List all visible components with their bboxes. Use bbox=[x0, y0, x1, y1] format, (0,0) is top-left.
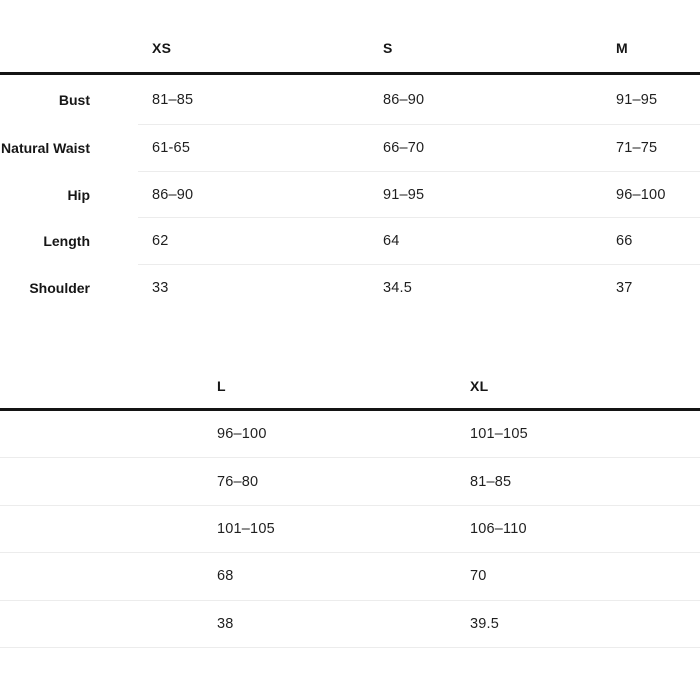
table-row-length bbox=[0, 553, 700, 600]
table-row-shoulder bbox=[0, 265, 700, 312]
size-value-cell: 86–90 bbox=[152, 186, 194, 203]
size-value-cell: 70 bbox=[470, 568, 487, 585]
column-header-m: M bbox=[616, 40, 628, 56]
size-value-cell: 81–85 bbox=[470, 473, 512, 490]
size-value-cell: 81–85 bbox=[152, 92, 194, 108]
size-value-cell: 96–100 bbox=[217, 426, 267, 443]
table-row-hip bbox=[0, 172, 700, 219]
size-value-cell: 101–105 bbox=[217, 520, 275, 537]
size-table-xs-s-m bbox=[0, 0, 700, 311]
size-value-cell: 66–70 bbox=[383, 140, 425, 157]
size-value-cell: 38 bbox=[217, 615, 234, 632]
row-label: Bust bbox=[58, 92, 90, 108]
column-header-xs: XS bbox=[152, 40, 172, 56]
table-row-shoulder bbox=[0, 601, 700, 648]
size-value-cell: 91–95 bbox=[616, 92, 658, 108]
table-row-hip bbox=[0, 506, 700, 553]
size-value-cell: 106–110 bbox=[470, 520, 527, 537]
column-header-l: L bbox=[217, 378, 226, 394]
size-value-cell: 101–105 bbox=[470, 426, 528, 443]
row-label: Hip bbox=[67, 186, 90, 203]
table-row-bust bbox=[0, 411, 700, 458]
size-table-header-row bbox=[0, 363, 700, 408]
table-row-natural-waist bbox=[0, 458, 700, 505]
size-table-l-xl bbox=[0, 363, 700, 648]
size-value-cell: 96–100 bbox=[616, 186, 666, 203]
size-value-cell: 66 bbox=[616, 233, 633, 250]
size-value-cell: 34.5 bbox=[383, 279, 413, 296]
size-value-cell: 91–95 bbox=[383, 186, 425, 203]
size-value-cell: 33 bbox=[152, 279, 169, 296]
column-header-s: S bbox=[383, 40, 393, 56]
row-label: Natural Waist bbox=[1, 140, 90, 157]
size-value-cell: 62 bbox=[152, 233, 169, 250]
size-value-cell: 37 bbox=[616, 279, 633, 296]
size-value-cell: 64 bbox=[383, 233, 400, 250]
size-value-cell: 71–75 bbox=[616, 140, 658, 157]
table-row-natural-waist bbox=[0, 125, 700, 172]
row-label: Length bbox=[43, 233, 90, 250]
size-value-cell: 61-65 bbox=[152, 140, 191, 157]
size-value-cell: 68 bbox=[217, 568, 234, 585]
size-value-cell: 39.5 bbox=[470, 615, 500, 632]
table-row-length bbox=[0, 218, 700, 265]
row-label: Shoulder bbox=[29, 279, 90, 296]
column-header-xl: XL bbox=[470, 378, 489, 394]
table-row-bust bbox=[0, 75, 700, 125]
size-table-header-row bbox=[0, 0, 700, 72]
size-value-cell: 76–80 bbox=[217, 473, 259, 490]
size-value-cell: 86–90 bbox=[383, 92, 425, 108]
